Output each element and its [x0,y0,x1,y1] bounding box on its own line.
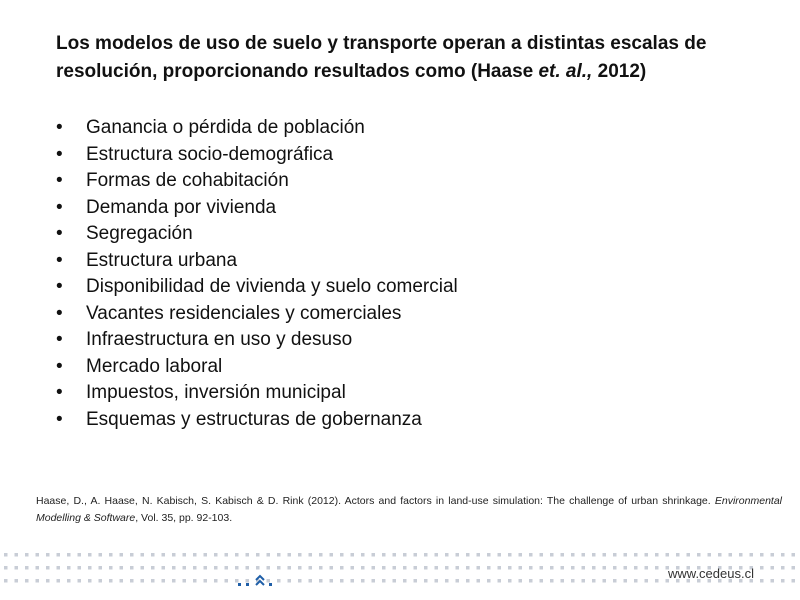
footer-dot [288,579,292,583]
footer-dot [46,553,50,557]
bullet-icon: • [56,223,63,244]
list-item [56,168,458,195]
list-item-text: Esquemas y estructuras de gobernanza [86,408,422,430]
footer-dot [109,553,113,557]
footer-dot [445,579,449,583]
footer-dot [382,553,386,557]
footer-dot [529,579,533,583]
footer-dot [634,566,638,570]
footer-dot [36,566,40,570]
footer-dot [15,553,19,557]
footer-dot [561,579,565,583]
list-item-text: Estructura urbana [86,249,238,271]
footer-dot [319,566,323,570]
footer-dot [193,553,197,557]
footer-dot [771,553,775,557]
footer-dot [414,553,418,557]
footer-dot [403,553,407,557]
bullet-icon: • [56,276,63,297]
footer-dot [456,566,460,570]
results-list [56,115,458,433]
footer-dot [214,553,218,557]
list-item [56,221,458,248]
footer-dot [508,566,512,570]
footer-dot [288,566,292,570]
list-item [56,301,458,328]
bullet-icon: • [56,408,63,430]
footer-dot [498,553,502,557]
footer-dot [687,553,691,557]
footer-dot [256,553,260,557]
footer-dot [561,553,565,557]
footer-dot [414,566,418,570]
footer-dot [309,579,313,583]
footer-dot [603,553,607,557]
footer-dot [67,579,71,583]
footer-dot [25,566,29,570]
footer-dot [99,566,103,570]
footer-dot [120,553,124,557]
footer-dot [613,579,617,583]
footer-dot [571,566,575,570]
footer-dot [235,553,239,557]
footer-dot [519,566,523,570]
cedeus-chevron-logo-icon [236,574,276,588]
footer-dot [4,553,8,557]
footer-dot [487,553,491,557]
title-year: 2012) [592,61,647,82]
footer-dot [424,553,428,557]
footer-dot [550,579,554,583]
footer-dot [477,579,481,583]
footer-dot [582,566,586,570]
footer-dot [172,579,176,583]
footer-dot [435,579,439,583]
footer-dot [582,579,586,583]
footer-dot [340,566,344,570]
footer-dot [760,553,764,557]
footer-dot [78,566,82,570]
footer-dot [393,566,397,570]
footer-dot [582,553,586,557]
footer-dot [708,553,712,557]
footer-dot [603,566,607,570]
footer-dot [78,579,82,583]
footer-dot-pattern [0,553,800,557]
footer-dot [120,566,124,570]
footer-dot [88,566,92,570]
footer-dot [183,566,187,570]
footer-dot [288,553,292,557]
list-item [56,274,458,301]
footer-dot [309,553,313,557]
footer-dot [298,553,302,557]
footer-dot [760,566,764,570]
footer-dot [319,579,323,583]
footer-dot [57,579,61,583]
footer-dot [393,579,397,583]
footer-dot [435,553,439,557]
reference-details: , Vol. 35, pp. 92-103. [135,512,233,524]
footer-dot [36,579,40,583]
footer-dot [592,553,596,557]
list-item-text: Segregación [86,223,193,244]
bullet-icon: • [56,302,63,324]
bullet-icon: • [56,196,63,218]
bullet-icon: • [56,117,63,138]
footer-dot [571,553,575,557]
footer-dot [540,579,544,583]
footer-dot [529,566,533,570]
footer-dot [697,553,701,557]
footer-dot [739,553,743,557]
bullet-icon: • [56,143,63,165]
footer-dot [109,579,113,583]
footer-dot [729,553,733,557]
footer-dot [655,566,659,570]
footer-dot [498,579,502,583]
footer-dot [634,553,638,557]
footer-dot [67,566,71,570]
footer-dot [225,566,229,570]
footer-dot [592,579,596,583]
footer-dot [781,579,785,583]
reference-journal: Environmental Modelling & Software [36,495,782,524]
footer-dot [67,553,71,557]
footer-dot [235,566,239,570]
footer-dot [676,553,680,557]
footer-dot [78,553,82,557]
footer-dot [424,579,428,583]
footer-dot [246,566,250,570]
footer-dot [372,579,376,583]
footer-dot [4,566,8,570]
footer-dot [571,579,575,583]
footer-dot [351,566,355,570]
footer-dot [414,579,418,583]
footer-dot [771,566,775,570]
footer-dot [151,579,155,583]
footer-dot [193,579,197,583]
footer-dot [193,566,197,570]
footer-dot [718,553,722,557]
footer-dot [351,553,355,557]
footer-dot [267,566,271,570]
footer-dot [382,566,386,570]
footer-dot [99,553,103,557]
footer-dot [351,579,355,583]
footer-dot [403,566,407,570]
footer-dot [225,553,229,557]
footer-dot [487,579,491,583]
footer-dot [183,553,187,557]
footer-dot [246,553,250,557]
footer-dot [655,579,659,583]
footer-dot [792,579,796,583]
footer-dot [277,579,281,583]
list-item-text: Formas de cohabitación [86,170,289,191]
footer-dot [162,579,166,583]
list-item [56,407,458,434]
reference-authors: Haase, D., A. Haase, N. Kabisch, S. Kabisch & D. Rink (2012). Actors and factors in land-use simulation: The challenge of urban shrinkage. [36,495,715,507]
list-item-text: Demanda por vivienda [86,196,277,218]
footer-dot [151,553,155,557]
footer-dot [361,579,365,583]
footer-dot [46,579,50,583]
footer-dot [88,579,92,583]
title-italic-citation: et. al., [538,61,593,82]
footer-dot [25,553,29,557]
list-item-text: Vacantes residenciales y comerciales [86,302,402,324]
bullet-icon: • [56,355,63,377]
footer-dot [319,553,323,557]
footer-dot [88,553,92,557]
footer-dot [172,566,176,570]
footer-dot [15,566,19,570]
footer-dot [162,553,166,557]
footer-dot [508,553,512,557]
footer-dot [57,566,61,570]
footer-dot [382,579,386,583]
footer-dot [792,566,796,570]
bullet-icon: • [56,249,63,271]
footer-dot [561,566,565,570]
footer-dot [109,566,113,570]
footer-dot [435,566,439,570]
footer-dot [256,566,260,570]
footer-dot [57,553,61,557]
list-item-text: Impuestos, inversión municipal [86,382,346,403]
footer-dot [4,579,8,583]
list-item [56,354,458,381]
footer-dot [624,566,628,570]
footer-dot [330,579,334,583]
footer-dot [645,579,649,583]
footer-dot [477,553,481,557]
footer-dot [456,579,460,583]
list-item-text: Estructura socio-demográfica [86,143,334,165]
footer-dot [162,566,166,570]
footer-dot [393,553,397,557]
footer-dot [519,579,523,583]
title-text: Los modelos de uso de suelo y transporte operan a distintas escalas de resolución, proporcionando resultados como (Haase [56,33,707,82]
footer-dot [141,579,145,583]
footer-dot [781,566,785,570]
footer-dot [445,553,449,557]
bullet-icon: • [56,382,63,403]
list-item [56,142,458,169]
footer-dot [120,579,124,583]
footer-dot [529,553,533,557]
list-item-text: Mercado laboral [86,355,223,377]
footer-dot [225,579,229,583]
footer-dot [771,579,775,583]
footer-dot [46,566,50,570]
footer-dot [372,566,376,570]
footer-dot [613,553,617,557]
footer-dot [592,566,596,570]
footer-dot [330,566,334,570]
footer-dot [340,579,344,583]
footer-dot [624,553,628,557]
footer-dot [36,553,40,557]
footer-dot [214,566,218,570]
footer-dot [309,566,313,570]
slide-title [56,30,776,86]
footer-dot [340,553,344,557]
footer-dot [361,553,365,557]
footer-dot [456,553,460,557]
bullet-icon: • [56,170,63,191]
footer-dot [151,566,155,570]
footer-dot [645,553,649,557]
footer-dot [519,553,523,557]
footer-dot [645,566,649,570]
footer-dot [487,566,491,570]
footer-dot [550,566,554,570]
footer-dot [466,566,470,570]
footer-dot [141,566,145,570]
footer-dot [498,566,502,570]
footer-dot [172,553,176,557]
footer-dot [613,566,617,570]
footer-dot [267,553,271,557]
footer-dot [508,579,512,583]
footer-dot [781,553,785,557]
footer-dot [760,579,764,583]
footer-dot [277,566,281,570]
footer-dot [550,553,554,557]
footer-dot [99,579,103,583]
footer-dot [141,553,145,557]
footer-dot [634,579,638,583]
footer-dot [130,566,134,570]
footer-dot [130,553,134,557]
footer-dot [25,579,29,583]
list-item [56,195,458,222]
list-item-text: Disponibilidad de vivienda y suelo comercial [86,276,458,297]
footer-dot [403,579,407,583]
footer-dot [466,579,470,583]
footer-dot [214,579,218,583]
footer-dot [183,579,187,583]
website-url: www.cedeus.cl [668,566,754,581]
footer-dot [204,553,208,557]
footer-dot [477,566,481,570]
footer-dot [750,553,754,557]
bullet-icon: • [56,329,63,350]
list-item [56,380,458,407]
footer-dot [424,566,428,570]
footer-dot [624,579,628,583]
footer-dot [372,553,376,557]
footer-dot [655,553,659,557]
footer-dot [204,579,208,583]
footer-dot [277,553,281,557]
reference-citation [36,493,782,527]
footer-dot [540,553,544,557]
footer-dot [204,566,208,570]
list-item-text: Infraestructura en uso y desuso [86,329,353,350]
footer-dot [298,566,302,570]
footer-dot [445,566,449,570]
list-item [56,115,458,142]
list-item [56,327,458,354]
footer-dot [792,553,796,557]
footer-dot [666,553,670,557]
footer-dot [466,553,470,557]
list-item-text: Ganancia o pérdida de población [86,117,365,138]
footer-dot [603,579,607,583]
footer-dot [330,553,334,557]
footer-dot [298,579,302,583]
list-item [56,248,458,275]
footer-dot [361,566,365,570]
footer-dot [15,579,19,583]
footer-dot [130,579,134,583]
footer-dot [540,566,544,570]
